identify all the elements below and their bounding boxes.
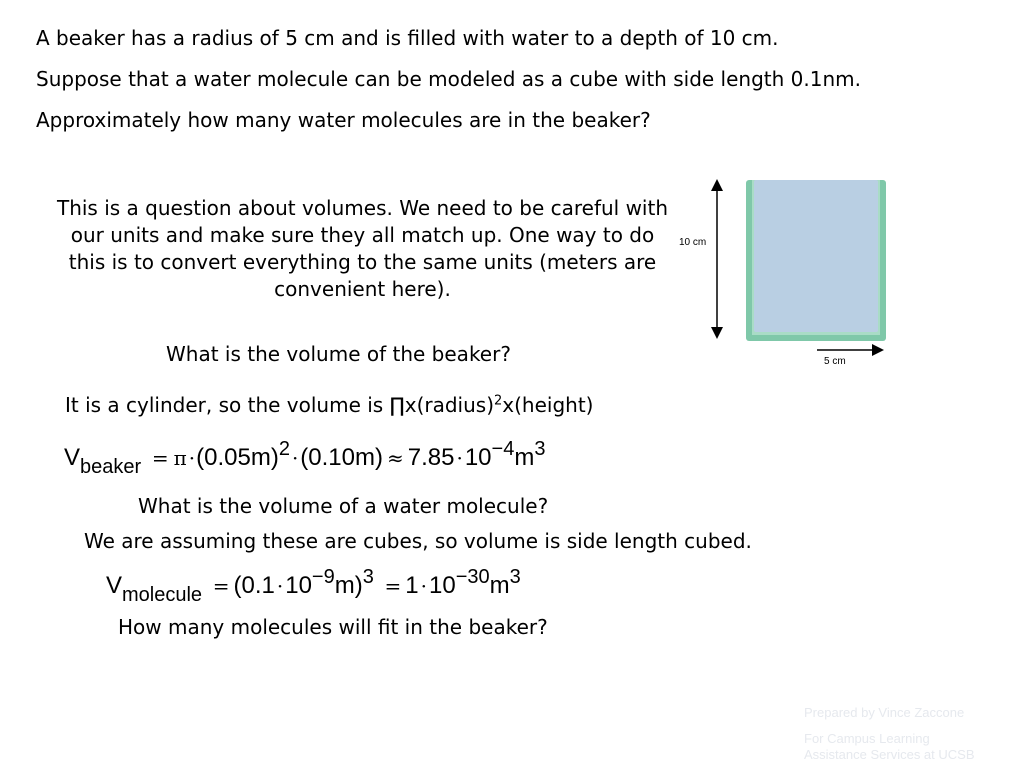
eq2-one: 1	[405, 572, 419, 599]
eq1-unit-exp: 3	[534, 438, 546, 460]
eq2-close: m)	[334, 572, 363, 599]
height-label: 10 cm	[679, 237, 707, 248]
eq1-unit: m	[514, 444, 535, 471]
molecule-volume-equation	[106, 566, 521, 607]
eq2-v: V	[106, 572, 123, 599]
eq2-equals-1: =	[212, 574, 230, 598]
explanation-paragraph: This is a question about volumes. We need to be careful with our units and make sure they all match up. One way to do this is to convert everything to the same units (meters are convenient here).	[56, 196, 669, 301]
eq1-v: V	[64, 444, 81, 471]
eq1-ten: 10	[464, 444, 492, 471]
eq1-coef: 7.85	[407, 444, 455, 471]
problem-line-1: A beaker has a radius of 5 cm and is filled with water to a depth of 10 cm.	[36, 26, 779, 50]
eq1-dot-1: ·	[188, 446, 196, 470]
eq2-dot-2: ·	[420, 574, 427, 598]
eq2-unit: m	[489, 572, 510, 599]
eq2-open: (0.1	[233, 572, 275, 599]
radius-label: 5 cm	[824, 356, 846, 367]
question-molecule-volume: What is the volume of a water molecule?	[138, 494, 549, 518]
eq1-term1: (0.05m)	[196, 444, 279, 471]
cylinder-statement	[65, 393, 594, 417]
eq1-pi: π	[173, 446, 187, 470]
water	[754, 180, 878, 332]
eq2-equals-2: =	[384, 574, 402, 598]
footer-credit-1: Prepared by Vince Zaccone	[804, 705, 965, 720]
eq2-ten: 10	[285, 572, 312, 599]
eq2-unit-exp: 3	[509, 566, 521, 588]
eq2-ten2-exp: −30	[455, 566, 490, 588]
cylinder-text-b: x(radius)	[404, 393, 495, 417]
footer-credit-3: Assistance Services at UCSB	[804, 747, 975, 762]
beaker-volume-equation	[64, 438, 545, 479]
eq2-dot-1: ·	[276, 574, 284, 598]
eq2-ten-exp: −9	[311, 566, 335, 588]
cylinder-text-a: It is a cylinder, so the volume is	[65, 393, 390, 417]
eq1-approx: ≈	[386, 446, 404, 470]
eq1-subscript: beaker	[80, 456, 142, 478]
cylinder-text-c: x(height)	[502, 393, 594, 417]
pi-symbol: ∏	[389, 393, 405, 417]
eq2-ten2: 10	[429, 572, 456, 599]
eq1-dot-3: ·	[456, 446, 463, 470]
footer-credit-2: For Campus Learning	[804, 731, 930, 746]
eq2-close-exp: 3	[362, 566, 374, 588]
eq2-subscript: molecule	[122, 584, 203, 606]
problem-line-3: Approximately how many water molecules are in the beaker?	[36, 108, 651, 132]
beaker-figure	[700, 175, 900, 375]
problem-line-2: Suppose that a water molecule can be modeled as a cube with side length 0.1nm.	[36, 67, 861, 91]
eq1-equals: =	[151, 446, 169, 470]
radius-exponent: 2	[494, 393, 503, 409]
cube-statement: We are assuming these are cubes, so volume is side length cubed.	[84, 529, 752, 553]
question-beaker-volume: What is the volume of the beaker?	[166, 342, 511, 366]
eq1-ten-exp: −4	[491, 438, 515, 460]
question-molecule-count: How many molecules will fit in the beaker?	[118, 615, 548, 639]
eq1-term1-exp: 2	[278, 438, 290, 460]
eq1-dot-2: ·	[291, 446, 299, 470]
eq1-term2: (0.10m)	[300, 444, 383, 471]
